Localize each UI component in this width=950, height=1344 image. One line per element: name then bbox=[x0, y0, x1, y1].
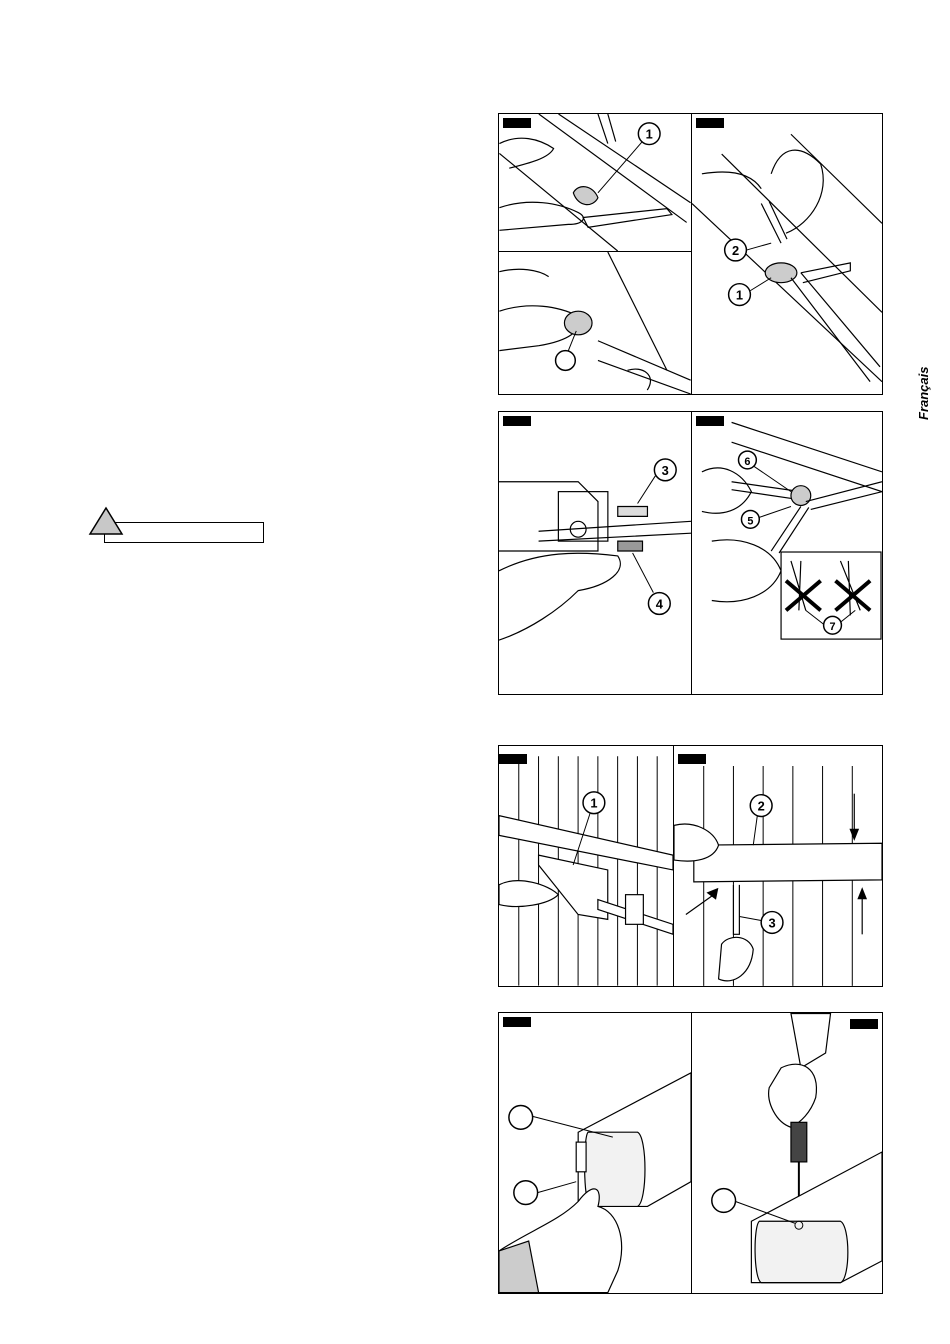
warning-triangle-icon bbox=[88, 506, 128, 536]
figure-panel-3a bbox=[498, 745, 674, 987]
warning-box bbox=[104, 522, 264, 543]
figure-panel-1b bbox=[498, 251, 692, 395]
callout-number: 2 bbox=[731, 242, 740, 258]
illustration-pliers-balljoint bbox=[692, 114, 882, 394]
callout-number: 5 bbox=[747, 515, 754, 528]
illustration-wrench-tightening bbox=[692, 412, 882, 694]
figure-panel-2a bbox=[498, 411, 692, 695]
callout-number: 3 bbox=[768, 915, 776, 931]
illustration-bracket-bolt bbox=[499, 412, 691, 694]
illustration-rail-screws bbox=[674, 746, 882, 986]
figure-panel-2b bbox=[691, 411, 883, 695]
callout-number: 1 bbox=[645, 126, 653, 142]
figure-panel-3b bbox=[673, 745, 883, 987]
figure-panel-1c bbox=[691, 113, 883, 395]
callout-number: 1 bbox=[735, 287, 744, 303]
callout-number: 6 bbox=[744, 455, 751, 468]
callout-number: 1 bbox=[590, 795, 598, 811]
callout-number: 3 bbox=[661, 462, 669, 478]
figure-panel-4a bbox=[498, 1012, 692, 1294]
language-label: Français bbox=[916, 366, 931, 420]
callout-number: 2 bbox=[757, 798, 765, 814]
illustration-screwdriver-cap bbox=[692, 1013, 882, 1293]
figure-panel-1a bbox=[498, 113, 692, 252]
figure-panel-4b bbox=[691, 1012, 883, 1294]
callout-number: 4 bbox=[655, 596, 663, 612]
illustration-hand-clip bbox=[499, 114, 691, 251]
illustration-end-cap-press bbox=[499, 1013, 691, 1293]
callout-number: 7 bbox=[829, 621, 836, 634]
illustration-hand-rod bbox=[499, 252, 691, 394]
illustration-cover-fitting bbox=[499, 746, 673, 986]
